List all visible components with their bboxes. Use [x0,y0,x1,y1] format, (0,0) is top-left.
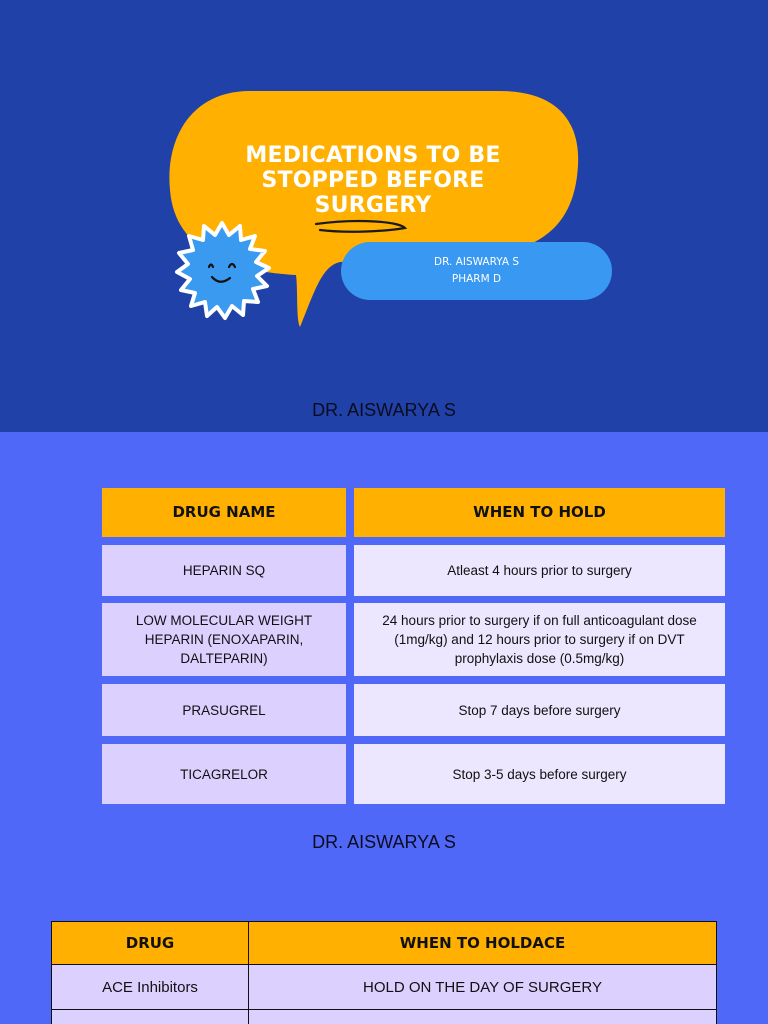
when-to-hold-cell: Stop 7 days before surgery [354,684,725,736]
cover-title-line: STOPPED BEFORE [261,168,485,193]
drug-name-cell: PRASUGREL [102,684,346,736]
pill-author-name: DR. AISWARYA S [433,256,520,268]
when-to-hold-cell: HOLD ON THE DAY OF SURGERY [363,978,602,996]
when-to-hold-cell: 24 hours prior to surgery if on full anticoagulant dose (1mg/kg) and 12 hours prior to surgery if on DVT prophylaxis dose (0.5mg/kg) [354,603,725,676]
table-row [102,684,725,736]
pill-author-degree: PHARM D [451,273,502,285]
header-when-to-hold: WHEN TO HOLDACE [399,934,566,952]
table-row [102,603,725,676]
drug-name-cell: TICAGRELOR [102,744,346,804]
header-drug-name: DRUG NAME [102,488,346,537]
slide1-author: DR. AISWARYA S [312,400,456,420]
drug-hold-table [51,921,717,1024]
cover-title [200,143,546,218]
cover-title-line: SURGERY [314,193,432,218]
table-header-row [102,488,725,537]
table-row [102,744,725,804]
slide2-author: DR. AISWARYA S [312,832,456,852]
when-to-hold-cell: Atleast 4 hours prior to surgery [354,545,725,596]
table-row [52,1010,716,1024]
author-pill [341,242,612,300]
mascot-icon [177,223,269,318]
when-to-hold-cell: Stop 3-5 days before surgery [354,744,725,804]
table-row [102,545,725,596]
drug-cell: ACE Inhibitors [52,965,249,1009]
drug-name-cell: HEPARIN SQ [102,545,346,596]
header-when-to-hold: WHEN TO HOLD [354,488,725,537]
drug-cell [52,1010,249,1024]
header-drug: DRUG [52,922,249,964]
when-to-hold-cell [249,1010,716,1024]
drug-name-cell: LOW MOLECULAR WEIGHT HEPARIN (ENOXAPARIN, DALTEPARIN) [102,603,346,676]
cover-title-line: MEDICATIONS TO BE [245,143,501,168]
table-row [52,965,716,1010]
table-header-row [52,922,716,965]
